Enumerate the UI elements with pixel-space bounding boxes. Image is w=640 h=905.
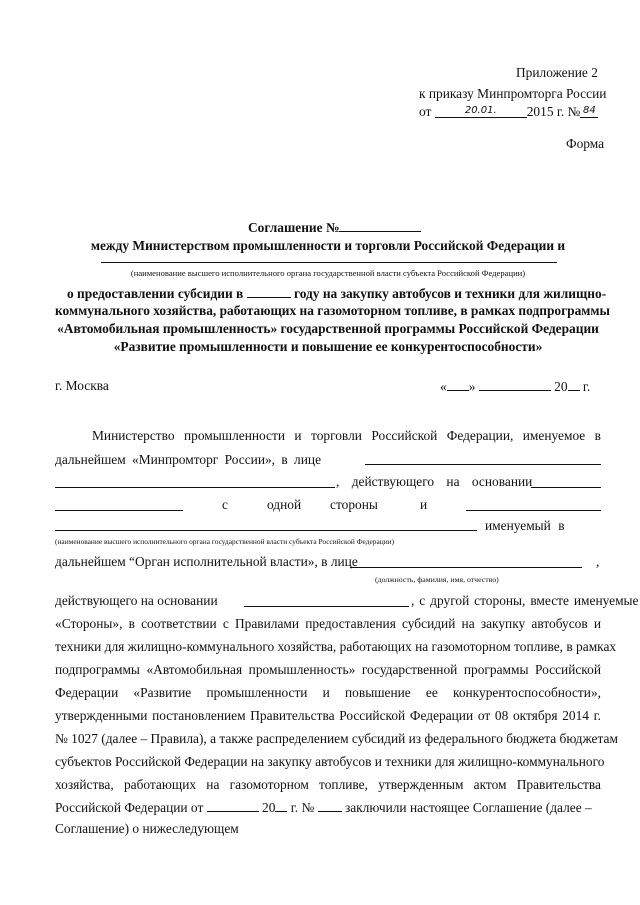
region-basis-underline	[244, 606, 409, 607]
ministry-basis-underline	[531, 487, 601, 488]
year-suffix: г.	[582, 379, 591, 394]
body-line-14: субъектов Российской Федерации на закупку автобусов и техники для жилищно-коммунального	[55, 754, 605, 769]
date-handwritten: 20.01.	[464, 105, 497, 116]
city: г. Москва	[55, 378, 109, 393]
region-org-caption: (наименование высшего исполнительного органа государственной власти субъекта Российской Федерации)	[55, 537, 395, 546]
body-line-16-d: заключили настоящее Соглашение (далее –	[344, 800, 592, 815]
body-line-3-text: , действующего на основании	[336, 474, 533, 489]
subject-line-4: «Развитие промышленности и повышение ее конкурентоспособности»	[113, 339, 543, 354]
number-handwritten: 84	[582, 105, 596, 116]
body-line-1: Министерство промышленности и торговли Российской Федерации, именуемое в	[92, 428, 601, 443]
agreement-date	[440, 378, 590, 395]
subject-text-b: году на закупку автобусов и техники для жилищно-	[293, 286, 607, 301]
body-word-side: стороны	[330, 497, 378, 512]
body-line-16-a: Российской Федерации от	[55, 800, 204, 815]
day-open-quote: «	[440, 379, 447, 394]
body-line-7-end: , с другой стороны, вместе именуемые	[411, 593, 639, 608]
body-line-16-c: г. №	[290, 800, 315, 815]
body-line-6-text: дальнейшем “Орган исполнительной власти», в лице	[55, 554, 358, 569]
body-line-7-start: действующего на основании	[55, 593, 218, 608]
order-year: 2015 г. №	[526, 104, 581, 119]
year-prefix: 20	[554, 379, 568, 394]
body-line-16-b: 20	[262, 800, 276, 815]
order-reference: к приказу Минпромторга России	[419, 86, 607, 101]
body-line-8: «Стороны», в соответствии с Правилами предоставления субсидий на закупку автобусов и	[55, 616, 601, 631]
subject-text-a: о предоставлении субсидии в	[67, 286, 244, 301]
subject-line-3: «Автомобильная промышленность» государственной программы Российской Федерации	[57, 321, 599, 336]
body-word-with: с	[222, 497, 228, 512]
body-line-2-text: дальнейшем «Минпромторг России», в лице	[55, 452, 322, 467]
body-line-12: утвержденными постановлением Правительства Российской Федерации от 08 октября 2014 г.	[55, 708, 601, 723]
region-org-underline-1	[466, 510, 601, 511]
body-word-and: и	[420, 497, 428, 512]
day-close-quote: »	[468, 379, 476, 394]
act-number-field	[318, 799, 342, 812]
body-line-17: Соглашение) о нижеследующем	[55, 821, 239, 836]
agreement-title-text: Соглашение №	[248, 220, 340, 235]
region-body-caption: (наименование высшего исполнительного органа государственной власти субъекта Российской Федерации)	[130, 268, 526, 278]
ministry-rep-underline-2	[55, 487, 335, 488]
order-number-field	[580, 105, 598, 118]
agreement-number-field	[339, 219, 421, 232]
month-field	[479, 378, 551, 391]
body-word-one: одной	[267, 497, 302, 512]
appendix-label: Приложение 2	[516, 65, 598, 80]
region-rep-underline	[350, 567, 582, 568]
ministry-basis-underline-2	[55, 510, 183, 511]
region-org-underline-2	[55, 530, 477, 531]
subsidy-year-field	[247, 285, 291, 298]
order-date-line	[419, 104, 598, 120]
body-line-13: № 1027 (далее – Правила), а также распределением субсидий из федерального бюджета бюджетам	[55, 731, 618, 746]
body-line-11: Федерации «Развитие промышленности и повышение ее конкурентоспособности»,	[55, 685, 601, 700]
body-line-6-comma: ,	[596, 554, 600, 569]
agreement-title	[248, 219, 421, 236]
date-prefix: от	[419, 104, 432, 119]
ministry-rep-underline-1	[365, 464, 601, 465]
day-field	[447, 378, 469, 391]
body-line-16	[55, 799, 592, 816]
region-body-underline	[101, 262, 557, 263]
year-field	[568, 378, 580, 391]
body-line-10: подпрограммы «Автомобильная промышленность» государственной программы Российской	[55, 662, 601, 677]
act-year-field	[275, 799, 287, 812]
subject-line-1	[67, 285, 606, 302]
act-date-field	[207, 799, 259, 812]
body-line-2	[55, 452, 321, 468]
date-field	[435, 105, 527, 118]
body-line-9: техники для жилищно-коммунального хозяйства, работающих на газомоторном топливе, в рамках	[55, 639, 617, 654]
body-line-15: хозяйства, работающих на газомоторном топливе, утвержденным актом Правительства	[55, 777, 601, 792]
subject-line-2: коммунального хозяйства, работающих на газомоторном топливе, в рамках подпрограммы	[55, 303, 611, 318]
agreement-parties-line: между Министерством промышленности и торговли Российской Федерации и	[90, 238, 566, 253]
person-caption: (должность, фамилия, имя, отчество)	[375, 575, 499, 584]
body-line-5-text: именуемый в	[485, 518, 565, 533]
form-label: Форма	[566, 136, 605, 151]
